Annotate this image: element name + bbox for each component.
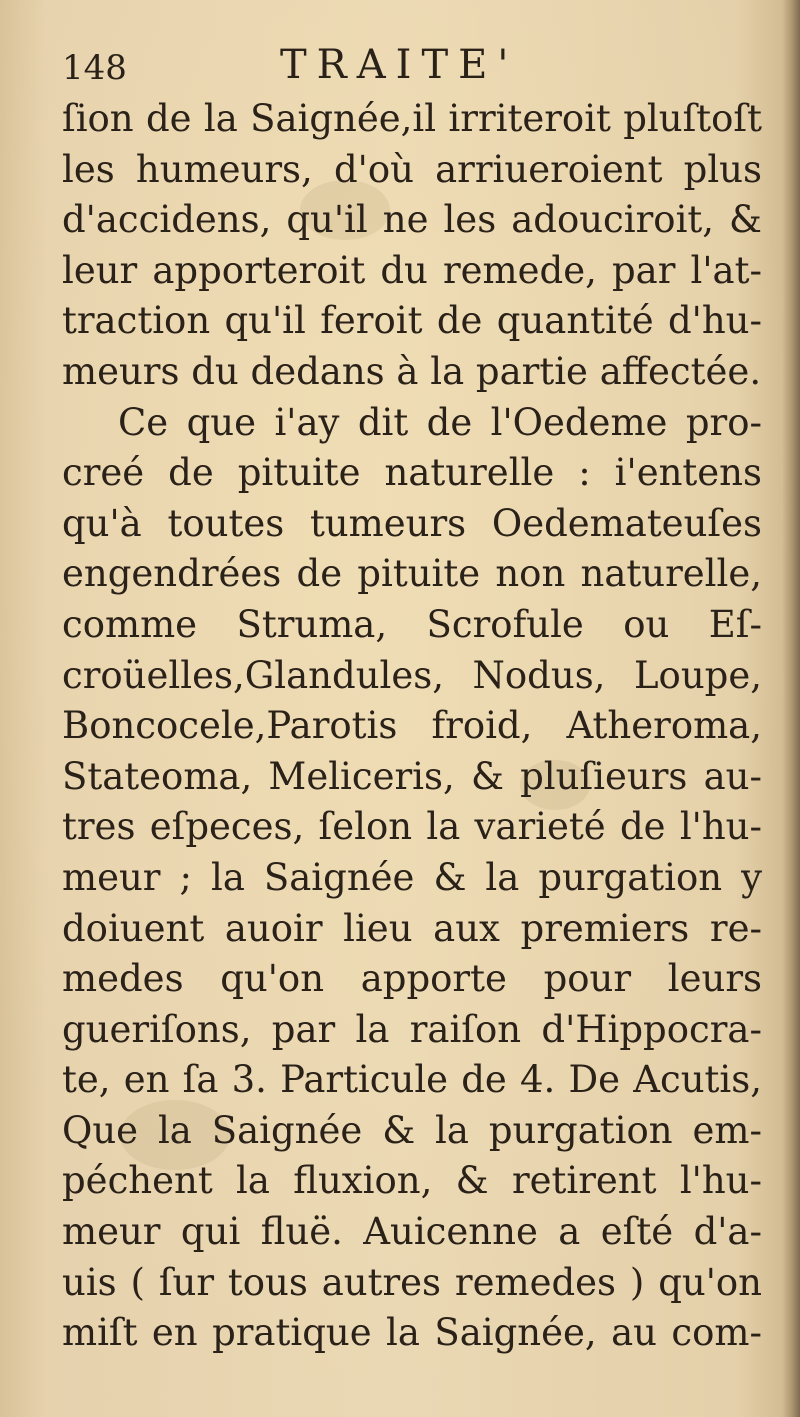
text-line: péchent la fluxion, & retirent l'hu- [62, 1159, 762, 1203]
body-text [62, 94, 762, 1359]
text-line: doiuent auoir lieu aux premiers re- [62, 906, 762, 950]
text-line: leur apporteroit du remede, par l'at- [62, 248, 762, 292]
text-line: les humeurs, d'où arriueroient plus [62, 147, 762, 191]
text-line: uis ( ſur tous autres remedes ) qu'on [62, 1260, 762, 1304]
text-line: Boncocele,Parotis froid, Atheroma, [62, 704, 762, 748]
text-line: te, en ſa 3. Particule de 4. De Acutis, [62, 1058, 762, 1102]
text-line: Stateoma, Meliceris, & pluſieurs au- [62, 754, 762, 798]
text-line: creé de pituite naturelle : i'entens [62, 451, 762, 495]
text-line: meurs du dedans à la partie affectée. [62, 349, 762, 393]
text-line: croüelles,Glandules, Nodus, Loupe, [62, 653, 762, 697]
text-line: medes qu'on apporte pour leurs [62, 957, 762, 1001]
text-line: Ce que i'ay dit de l'Oedeme pro- [118, 400, 762, 444]
text-line: Que la Saignée & la purgation em- [62, 1108, 762, 1152]
text-line: comme Struma, Scrofule ou Eſ- [62, 602, 762, 646]
text-line: tres eſpeces, ſelon la varieté de l'hu- [62, 805, 762, 849]
text-line: meur ; la Saignée & la purgation y [62, 855, 762, 899]
text-line: engendrées de pituite non naturelle, [62, 552, 762, 596]
page-header [62, 42, 762, 94]
text-line: gueriſons, par la raiſon d'Hippocra- [62, 1007, 762, 1051]
text-line: d'accidens, qu'il ne les adouciroit, & [62, 198, 762, 242]
text-line: traction qu'il feroit de quantité d'hu- [62, 299, 762, 343]
text-line: qu'à toutes tumeurs Oedemateuſes [62, 501, 762, 545]
page-gutter-shadow [782, 0, 800, 1417]
running-title: TRAITE' [280, 42, 519, 88]
text-line: ſion de la Saignée,il irriteroit pluſtoſt [62, 97, 762, 140]
text-line: meur qui fluë. Auicenne a eſté d'a- [62, 1210, 762, 1254]
text-line: miſt en pratique la Saignée, au com- [62, 1311, 762, 1355]
page-number: 148 [62, 48, 127, 88]
